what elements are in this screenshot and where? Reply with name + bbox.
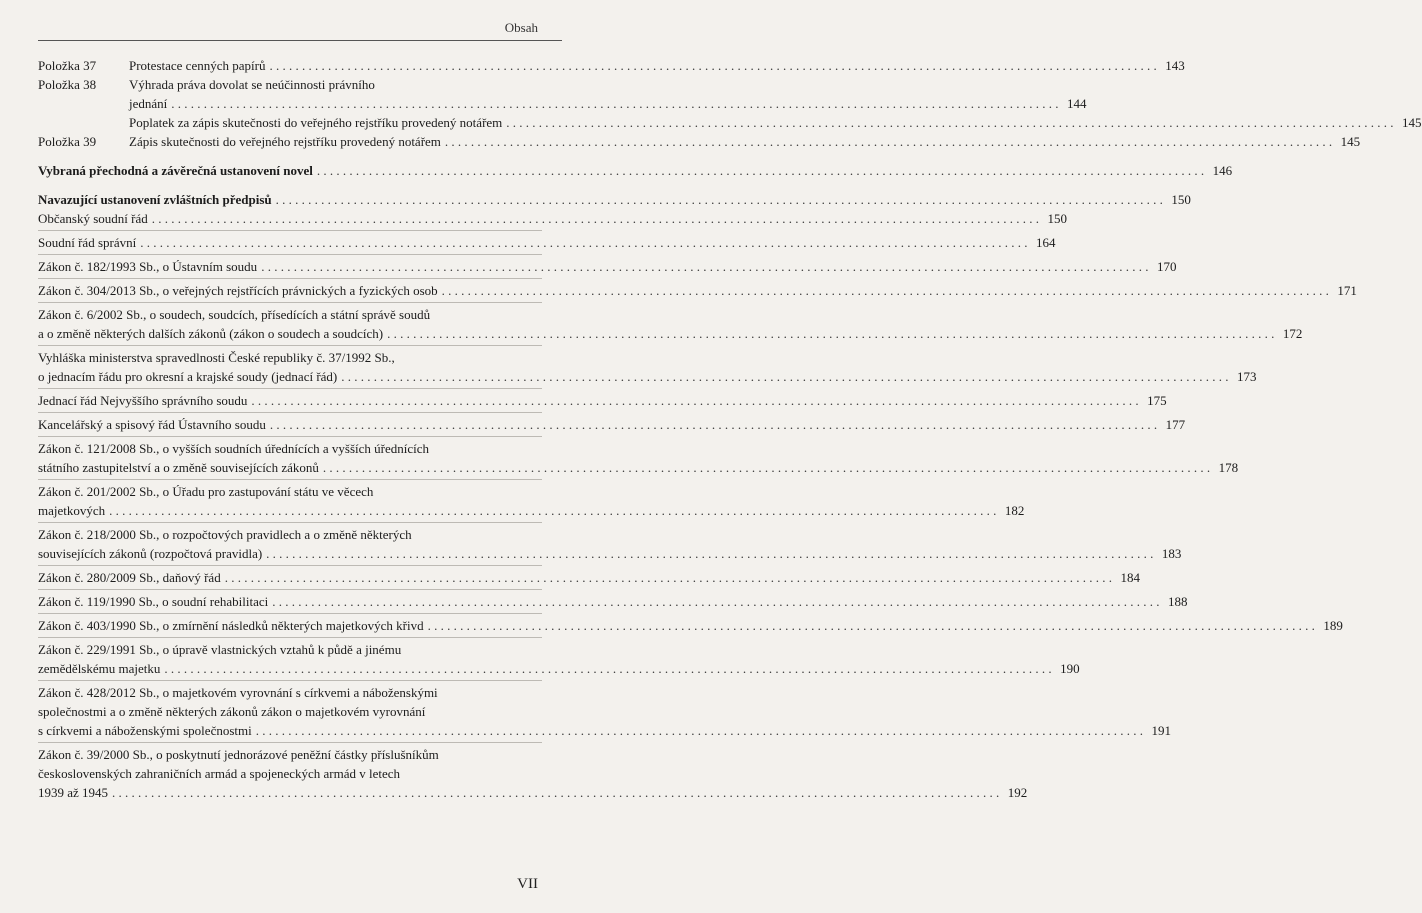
toc-entry[interactable] <box>38 616 1343 635</box>
toc-item-label: Položka 38 <box>38 77 97 92</box>
header-rule <box>38 40 562 41</box>
toc-entry-title: Protestace cenných papírů <box>129 58 266 73</box>
toc-entry[interactable] <box>38 439 1239 477</box>
dot-leader <box>164 659 1051 678</box>
toc-page-number: 178 <box>1218 460 1239 475</box>
entry-divider <box>38 345 542 346</box>
toc-page-number: 150 <box>1047 211 1068 226</box>
dot-leader <box>251 391 1138 410</box>
toc-entry[interactable] <box>38 233 1056 252</box>
dot-leader <box>140 233 1027 252</box>
toc-entry-title: majetkových <box>38 503 106 518</box>
dot-leader <box>317 161 1204 180</box>
toc-entry-title: Zákon č. 304/2013 Sb., o veřejných rejstřících právnických a fyzických osob <box>38 283 438 298</box>
entry-divider <box>38 637 542 638</box>
toc-entry[interactable] <box>38 56 1185 75</box>
toc-entry[interactable] <box>38 568 1140 587</box>
toc-page-number: 172 <box>1282 326 1303 341</box>
toc-entry[interactable] <box>38 640 1080 678</box>
toc-page-number: 189 <box>1323 618 1343 633</box>
section-gap <box>38 151 542 161</box>
entry-divider <box>38 565 542 566</box>
running-head: Obsah <box>504 20 538 35</box>
toc-page-number: 145 <box>1340 134 1361 149</box>
toc-entry-title: společnostmi a o změně některých zákonů zákon o majetkovém vyrovnání <box>38 704 426 719</box>
dot-leader <box>256 721 1143 740</box>
toc-page-number: 173 <box>1237 369 1257 384</box>
toc-item-label: Položka 39 <box>38 134 97 149</box>
dot-leader <box>442 281 1329 300</box>
toc-entry-title: Zákon č. 229/1991 Sb., o úpravě vlastnických vztahů k půdě a jinému <box>38 642 402 657</box>
toc-entry[interactable] <box>38 113 1422 132</box>
dot-leader <box>225 568 1112 587</box>
toc-section-heading[interactable] <box>38 190 1191 209</box>
toc-entry-title: Navazující ustanovení zvláštních předpisů <box>38 192 272 207</box>
toc-entry-title: Soudní řád správní <box>38 235 137 250</box>
toc-entry-title: zemědělskému majetku <box>38 661 161 676</box>
toc-entry-title: Zápis skutečnosti do veřejného rejstříku provedený notářem <box>129 134 441 149</box>
toc-page-number: 191 <box>1151 723 1171 738</box>
toc-entry-title: 1939 až 1945 <box>38 785 109 800</box>
toc-item-label: Položka 37 <box>38 58 97 73</box>
toc-entry-title: Zákon č. 218/2000 Sb., o rozpočtových pravidlech a o změně některých <box>38 527 412 542</box>
toc-page-number: 182 <box>1004 503 1025 518</box>
entry-divider <box>38 388 542 389</box>
toc-entry[interactable] <box>38 482 1025 520</box>
toc-entry-title: Zákon č. 39/2000 Sb., o poskytnutí jednorázové peněžní částky příslušníkům <box>38 747 439 762</box>
toc-entry-title: Občanský soudní řád <box>38 211 148 226</box>
entry-divider <box>38 254 542 255</box>
toc-page-number: 183 <box>1161 546 1182 561</box>
toc-entry[interactable] <box>38 257 1177 276</box>
dot-leader <box>261 257 1148 276</box>
toc-page-number: 170 <box>1156 259 1177 274</box>
toc-entry[interactable] <box>38 415 1186 434</box>
toc-entry[interactable] <box>38 75 1087 113</box>
toc-entry-title: Zákon č. 182/1993 Sb., o Ústavním soudu <box>38 259 258 274</box>
toc-page-number: 145 <box>1402 115 1422 130</box>
entry-divider <box>38 479 542 480</box>
toc-entry-title: Vybraná přechodná a závěrečná ustanovení novel <box>38 163 313 178</box>
dot-leader <box>270 415 1157 434</box>
toc-entry-title: Výhrada práva dovolat se neúčinnosti právního <box>129 77 375 92</box>
toc-entry-title: s církvemi a náboženskými společnostmi <box>38 723 252 738</box>
toc-entry-title: Zákon č. 119/1990 Sb., o soudní rehabilitaci <box>38 594 269 609</box>
dot-leader <box>428 616 1315 635</box>
dot-leader <box>506 113 1393 132</box>
toc-entry-title: souvisejících zákonů (rozpočtová pravidla) <box>38 546 263 561</box>
dot-leader <box>112 783 999 802</box>
toc-entry[interactable] <box>38 525 1182 563</box>
entry-divider <box>38 412 542 413</box>
entry-divider <box>38 278 542 279</box>
entry-divider <box>38 436 542 437</box>
toc-entry-title: jednání <box>129 96 168 111</box>
dot-leader <box>269 56 1156 75</box>
toc-entry[interactable] <box>38 209 1068 228</box>
toc-page-number: 144 <box>1067 96 1087 111</box>
dot-leader <box>272 592 1159 611</box>
dot-leader <box>341 367 1228 386</box>
toc-entry[interactable] <box>38 281 1357 300</box>
toc-item-label <box>38 113 129 132</box>
toc-entry-title: Zákon č. 428/2012 Sb., o majetkovém vyrovnání s církvemi a náboženskými <box>38 685 438 700</box>
toc-page-number: 188 <box>1167 594 1188 609</box>
toc-entry[interactable] <box>38 348 1257 386</box>
toc-entry-title: Zákon č. 403/1990 Sb., o zmírnění následků některých majetkových křivd <box>38 618 424 633</box>
toc-entry-title: Zákon č. 201/2002 Sb., o Úřadu pro zastupování státu ve věcech <box>38 484 374 499</box>
dot-leader <box>171 94 1058 113</box>
toc-entry[interactable] <box>38 305 1303 343</box>
dot-leader <box>387 324 1274 343</box>
table-of-contents <box>38 56 1422 802</box>
toc-entry-title: Jednací řád Nejvyššího správního soudu <box>38 393 248 408</box>
toc-entry-title: a o změně některých dalších zákonů (zákon o soudech a soudcích) <box>38 326 384 341</box>
entry-divider <box>38 302 542 303</box>
page-number: VII <box>517 876 538 892</box>
toc-entry-title: státního zastupitelství a o změně souvisejících zákonů <box>38 460 319 475</box>
toc-entry-title: Zákon č. 121/2008 Sb., o vyšších soudních úřednících a vyšších úřednících <box>38 441 430 456</box>
toc-page-number: 146 <box>1212 163 1233 178</box>
toc-entry-title: Zákon č. 6/2002 Sb., o soudech, soudcích, přísedících a státní správě soudů <box>38 307 431 322</box>
dot-leader <box>323 458 1210 477</box>
dot-leader <box>266 544 1153 563</box>
entry-divider <box>38 742 542 743</box>
toc-entry-title: československých zahraničních armád a spojeneckých armád v letech <box>38 766 401 781</box>
toc-entry-title: Poplatek za zápis skutečnosti do veřejného rejstříku provedený notářem <box>129 115 503 130</box>
dot-leader <box>445 132 1332 151</box>
toc-page-number: 190 <box>1060 661 1080 676</box>
entry-divider <box>38 613 542 614</box>
toc-entry[interactable] <box>38 683 1171 740</box>
toc-entry[interactable] <box>38 132 1361 151</box>
toc-entry-title: Vyhláška ministerstva spravedlnosti České republiky č. 37/1992 Sb., <box>38 350 395 365</box>
entry-divider <box>38 522 542 523</box>
dot-leader <box>276 190 1163 209</box>
dot-leader <box>109 501 996 520</box>
toc-entry[interactable] <box>38 391 1167 410</box>
toc-page-number: 150 <box>1171 192 1191 207</box>
section-gap <box>38 180 542 190</box>
toc-entry-title: Zákon č. 280/2009 Sb., daňový řád <box>38 570 221 585</box>
toc-entry[interactable] <box>38 745 1028 802</box>
entry-divider <box>38 589 542 590</box>
toc-entry[interactable] <box>38 592 1188 611</box>
toc-entry-title: Kancelářský a spisový řád Ústavního soudu <box>38 417 266 432</box>
toc-page-number: 143 <box>1165 58 1185 73</box>
toc-page-number: 164 <box>1035 235 1056 250</box>
toc-page-number: 184 <box>1120 570 1140 585</box>
entry-divider <box>38 230 542 231</box>
toc-page-number: 177 <box>1165 417 1186 432</box>
entry-divider <box>38 680 542 681</box>
toc-entry-title: o jednacím řádu pro okresní a krajské soudy (jednací řád) <box>38 369 338 384</box>
toc-page-number: 175 <box>1147 393 1167 408</box>
toc-section-heading[interactable] <box>38 161 1233 180</box>
toc-page-number: 171 <box>1337 283 1357 298</box>
dot-leader <box>152 209 1039 228</box>
toc-page-number: 192 <box>1007 785 1028 800</box>
